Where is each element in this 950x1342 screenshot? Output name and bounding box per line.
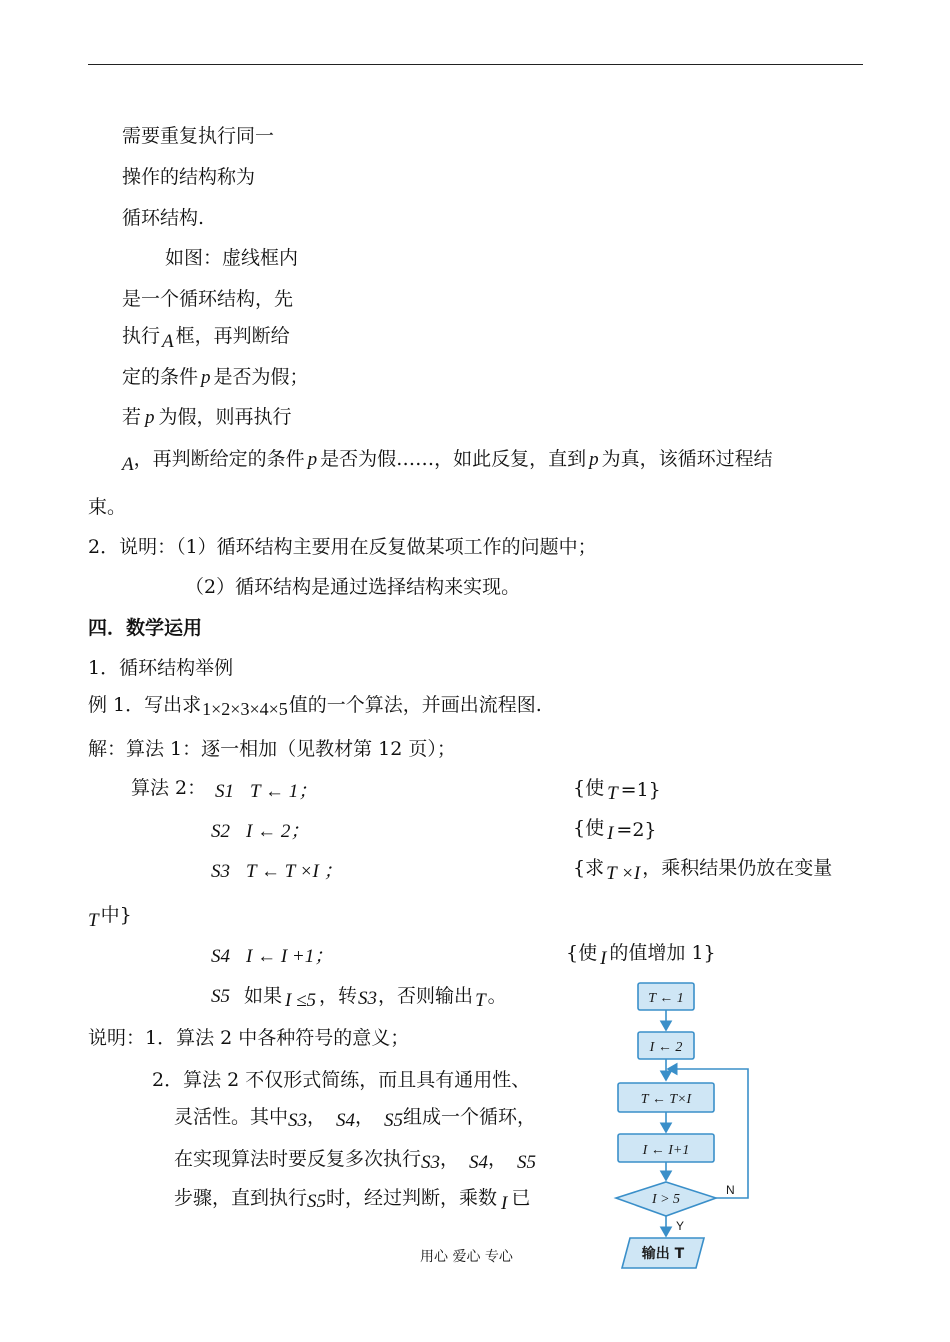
page-footer: 用心 爱心 专心 [420, 1249, 513, 1265]
step-s2-note: {使 I =2} [573, 817, 657, 844]
flow-box-4-label: I ← I+1 [642, 1143, 690, 1158]
explain-1: 说明：1．算法 2 中各种符号的意义； [88, 1027, 410, 1049]
alg2-label: 算法 2： [131, 777, 207, 799]
intro-line-7: 定的条件 p 是否为假； [122, 366, 309, 388]
section-title: 四．数学运用 [88, 617, 203, 639]
intro-line-5: 是一个循环结构，先 [122, 288, 294, 310]
step-s1-note: {使 T =1} [573, 777, 661, 804]
step-s1: S1 T ← 1； [215, 781, 318, 802]
flow-decision-label: I > 5 [651, 1192, 681, 1207]
solution-line-1: 解：算法 1：逐一相加（见教材第 12 页）； [88, 738, 456, 760]
flow-box-2-label: I ← 2 [649, 1040, 683, 1055]
intro-line-8: 若 p 为假，则再执行 [122, 406, 292, 428]
intro-line-3: 循环结构. [122, 207, 205, 229]
flow-box-1-label: T ← 1 [648, 991, 684, 1006]
step-s4-note: {使 I 的值增加 1} [566, 942, 716, 969]
intro-line-9: A，再判断给定的条件 p 是否为假……，如此反复，直到 p 为真，该循环过程结 [122, 448, 773, 475]
step-s5: S5 如果 I ≤5 ，转S3，否则输出 T 。 [211, 985, 507, 1011]
header-rule [88, 64, 863, 65]
flow-box-3-label: T ← T×I [640, 1092, 692, 1107]
section-subtitle: 1．循环结构举例 [88, 657, 234, 679]
flow-output-label: 输出 T [641, 1246, 685, 1262]
step-s4: S4 I ← I +1； [211, 946, 334, 967]
step-s2: S2 I ← 2； [211, 821, 310, 842]
explain-2: 2．算法 2 不仅形式简练，而且具有通用性、 [152, 1069, 531, 1091]
note-1: 2．说明：（1）循环结构主要用在反复做某项工作的问题中； [88, 536, 597, 558]
intro-line-1: 需要重复执行同一 [122, 125, 275, 147]
intro-line-6: 执行 A 框，再判断给 [122, 325, 290, 352]
loop-flowchart [598, 972, 758, 1282]
note-2: （2）循环结构是通过选择结构来实现。 [185, 576, 521, 598]
step-s3-note: {求 T ×I ，乘积结果仍放在变量 [573, 857, 833, 884]
explain-3: 灵活性。其中S3， S4， S5组成一个循环， [174, 1106, 537, 1131]
intro-line-2: 操作的结构称为 [122, 166, 256, 188]
intro-line-4: 如图：虚线框内 [165, 247, 299, 269]
flow-yes-label: Y [676, 1219, 685, 1233]
flow-no-label: N [726, 1183, 735, 1197]
explain-4: 在实现算法时要反复多次执行S3， S4， S5 [174, 1148, 537, 1173]
step-s3-note-cont: T 中} [88, 904, 132, 931]
intro-line-10: 束。 [88, 496, 127, 518]
step-s3: S3 T ← T ×I ； [211, 861, 343, 882]
explain-5: 步骤，直到执行S5时，经过判断，乘数 I 已 [174, 1187, 531, 1214]
example-1: 例 1．写出求1×2×3×4×5值的一个算法，并画出流程图. [88, 694, 542, 719]
